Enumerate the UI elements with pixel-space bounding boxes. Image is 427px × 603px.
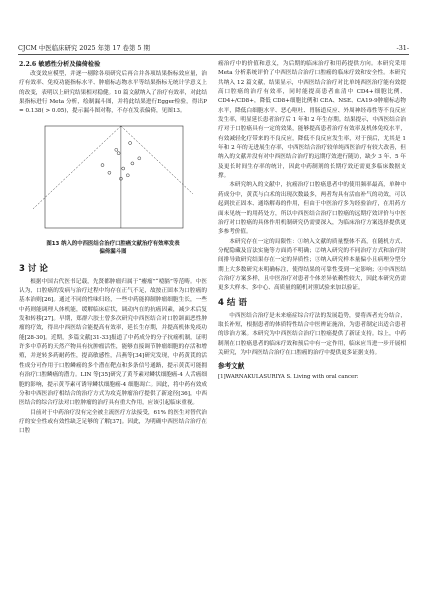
paragraph: 根据中国古代医书记载，先贤都肿瘤归属于“瘿瘤”“噎膈”等范畴。中医认为，口腔癌的发病与治疗过程中均存在正气不足，故按正固本为口腔癌的基本治则[26]。通过不同的性味归经，一些中药能抑制肿瘤细胞生长，一些中药则能调理人体机能，缓解临床症状，调动内在的抗癌因素，减少术后复发和转移[27]。早期，郑群六胶士曾多次研究中西医结合对口腔颌面恶性肿瘤的疗效，得出中西医结合能提高有效率，延长生存期，并提高机体免疫功能[28-30]。近期，多篇文献[31-33]报道了中药成分的分子抗癌机制，证明许多中草药的天然产物具有抗肿瘤活性，能够直接调节肿瘤细胞的存活和增殖，并逆转多药耐药性，提高敏感性，吕燕等[34]研究发现，中药黄芪的活性成分可作用于口腔鳞癌的多个潜在靶点和多条信号通路，提示黄芪可能拥有治疗口腔鳞癌的潜力。LIN 等[35]研究了黄芩素对鳞状细胞癌-4 人舌癌细胞的影响，提示黄芩素可诱导鳞状细胞癌-4 细胞凋亡。因此，将中药有效成分和中西医治疗相结合的治疗方式为攻克肿瘤治疗提供了新途径[36]，中西医结合的综合疗法对口腔肿瘤的治疗具有重大作用，应该引起临床重视。 — [19, 278, 207, 407]
study-point — [115, 148, 118, 151]
conclusion-heading: 4 结 语 — [218, 297, 247, 308]
paragraph: 改变效应模型，并逐一剔除各项研究后再合并各项结果指标效应量，治疗有效率、免疫功能指标水平、肿瘤标志物水平等结果指标无统计学意义上的改变，表明以上研究结果相对稳健。10 篇文献纳入了治疗有效率，对此结果指标进行 Meta 分析，绘制漏斗图，并将此结果进行Egger检验，得出P = 0.138( > 0.05)，提示漏斗图对称，不存在发表偏倚，见图13。 — [19, 71, 207, 115]
journal-name: CJCM 中医临床研究 2025 年第 17 卷第 5 期 — [18, 44, 150, 52]
running-header — [18, 42, 409, 55]
study-point — [122, 167, 125, 170]
section-title: 2.2.6 敏感性分析及偏倚检验 — [19, 61, 101, 68]
study-point — [131, 162, 134, 165]
paragraph: 目前对于中药治疗没有完全被主流医疗方法接受，61% 的医生对替代治疗的安全性或有效性缺乏足够的了解[37]。因此，为明确中西医结合治疗在口腔 — [19, 409, 207, 435]
study-point — [129, 141, 132, 144]
funnel-boundary-left — [33, 126, 121, 228]
figure-caption — [19, 240, 207, 257]
study-point — [101, 163, 104, 166]
study-point — [117, 151, 120, 154]
references-heading: 参考文献 — [218, 362, 245, 371]
study-point — [108, 171, 111, 174]
paragraph: 本研究存在一定的局限性：①纳入文献的质量整体不高，在随机方式、分配隐藏及盲法实施等方面尚不明确；②纳入研究的不同治疗方式和治疗时间排导致研究结果存在一定的异质性；③纳入研究样本量偏小且病理分型分期上大多数研究未明确标注，使得结果的可靠性受到一定影响；④中西医结合治疗方案多样，且中医治疗对患者个体差异依赖性较大，因此本研究仍需更多大样本、多中心、高质量的随机对照试验来加以验证。 — [218, 238, 406, 292]
funnel-boundary-right — [121, 126, 193, 228]
discussion-heading: 3 讨 论 — [19, 263, 48, 274]
figure-caption-line1: 图13 纳入的中西医结合治疗口腔癌文献治疗有效率发表 — [46, 240, 180, 247]
plot-frame — [45, 126, 183, 228]
page-number: -31- — [396, 44, 409, 52]
funnel-plot — [19, 120, 207, 238]
study-point — [126, 174, 129, 177]
right-column — [218, 60, 406, 383]
figure-caption-line2: 偏倚漏斗图 — [99, 249, 127, 256]
paragraph: 癌治疗中的价值和意义，为后期的临床治疗和用药提供方向。本研究采用 Meta 分析系统评价了中西医结合治疗口腔癌的临床疗效和安全性。本研究共纳入 12 篇文献，结果显示，中西医结合治疗对比单纯西医治疗能有效提高口腔癌的治疗有效率，同时能提高患者血清中 CD4+细胞比例、CD4+/CD8+，降低 CD8+细胞比例和 CEA、NSE、CA19-9肿瘤标志物水平，降低白细胞水平、恶心呕吐、胃肠道反应、外周神经毒性等不良反应发生率，明显延长患者治疗后 1 年和 2 年生存期。结果提示，中西医结合治疗对于口腔癌具有一定的效果，能够提高患者治疗有效率及机体免疫水平，有效减轻化疗带来的不良反应，降低不良反应发生率，对于预后，尤其是 1 年和 2 年的无进展生存率，中西医结合治疗较单纯西医治疗有较大改善，但纳入的文献并没有对中西医结合治疗的远期疗效进行随访，缺少 3 年、5 年及更长时间生存率的统计，因此中药制剂的长期疗效还需更多临床数据支撑。 — [218, 61, 406, 180]
funnel-plot-svg — [33, 120, 193, 238]
paragraph: 本研究纳入的文献中，抗癌治疗口腔癌患者中的使用频率最高，单种中药成分中，黄芪与白术的出现次数最多，两者均具有活血补气的功效，可以起到扶正固本、通络解毒的作用，但由于中医治疗多为经验治疗，在用药方面未见统一的用药处方，所以中西医结合治疗口腔癌的远期疗效评价与中医治疗对口腔癌的具体作用机制研究仍需要深入，为临床治疗方案选择提供更多参考价值。 — [218, 182, 406, 236]
paragraph: 中西医结合治疗是未来癌症综合疗法的发展趋势，要将西者充分结合，取长补短，根据患者的体质特性结合中医辨证施治，为患者制定出适合患者的诊治方案。本研究为中西医结合治疗口腔癌提供了新证支持。综上，中药制剂在口腔癌患者的临床疗效和预后中有一定作用，临床应当进一步开展相关研究，为中西医结合治疗在口腔癌的治疗中提供更多证据支持。 — [218, 312, 406, 356]
reference-item: [1]WARNAKULASURIYA S. Living with oral cancer: — [218, 374, 359, 381]
study-point — [138, 157, 141, 160]
left-column — [19, 60, 207, 437]
